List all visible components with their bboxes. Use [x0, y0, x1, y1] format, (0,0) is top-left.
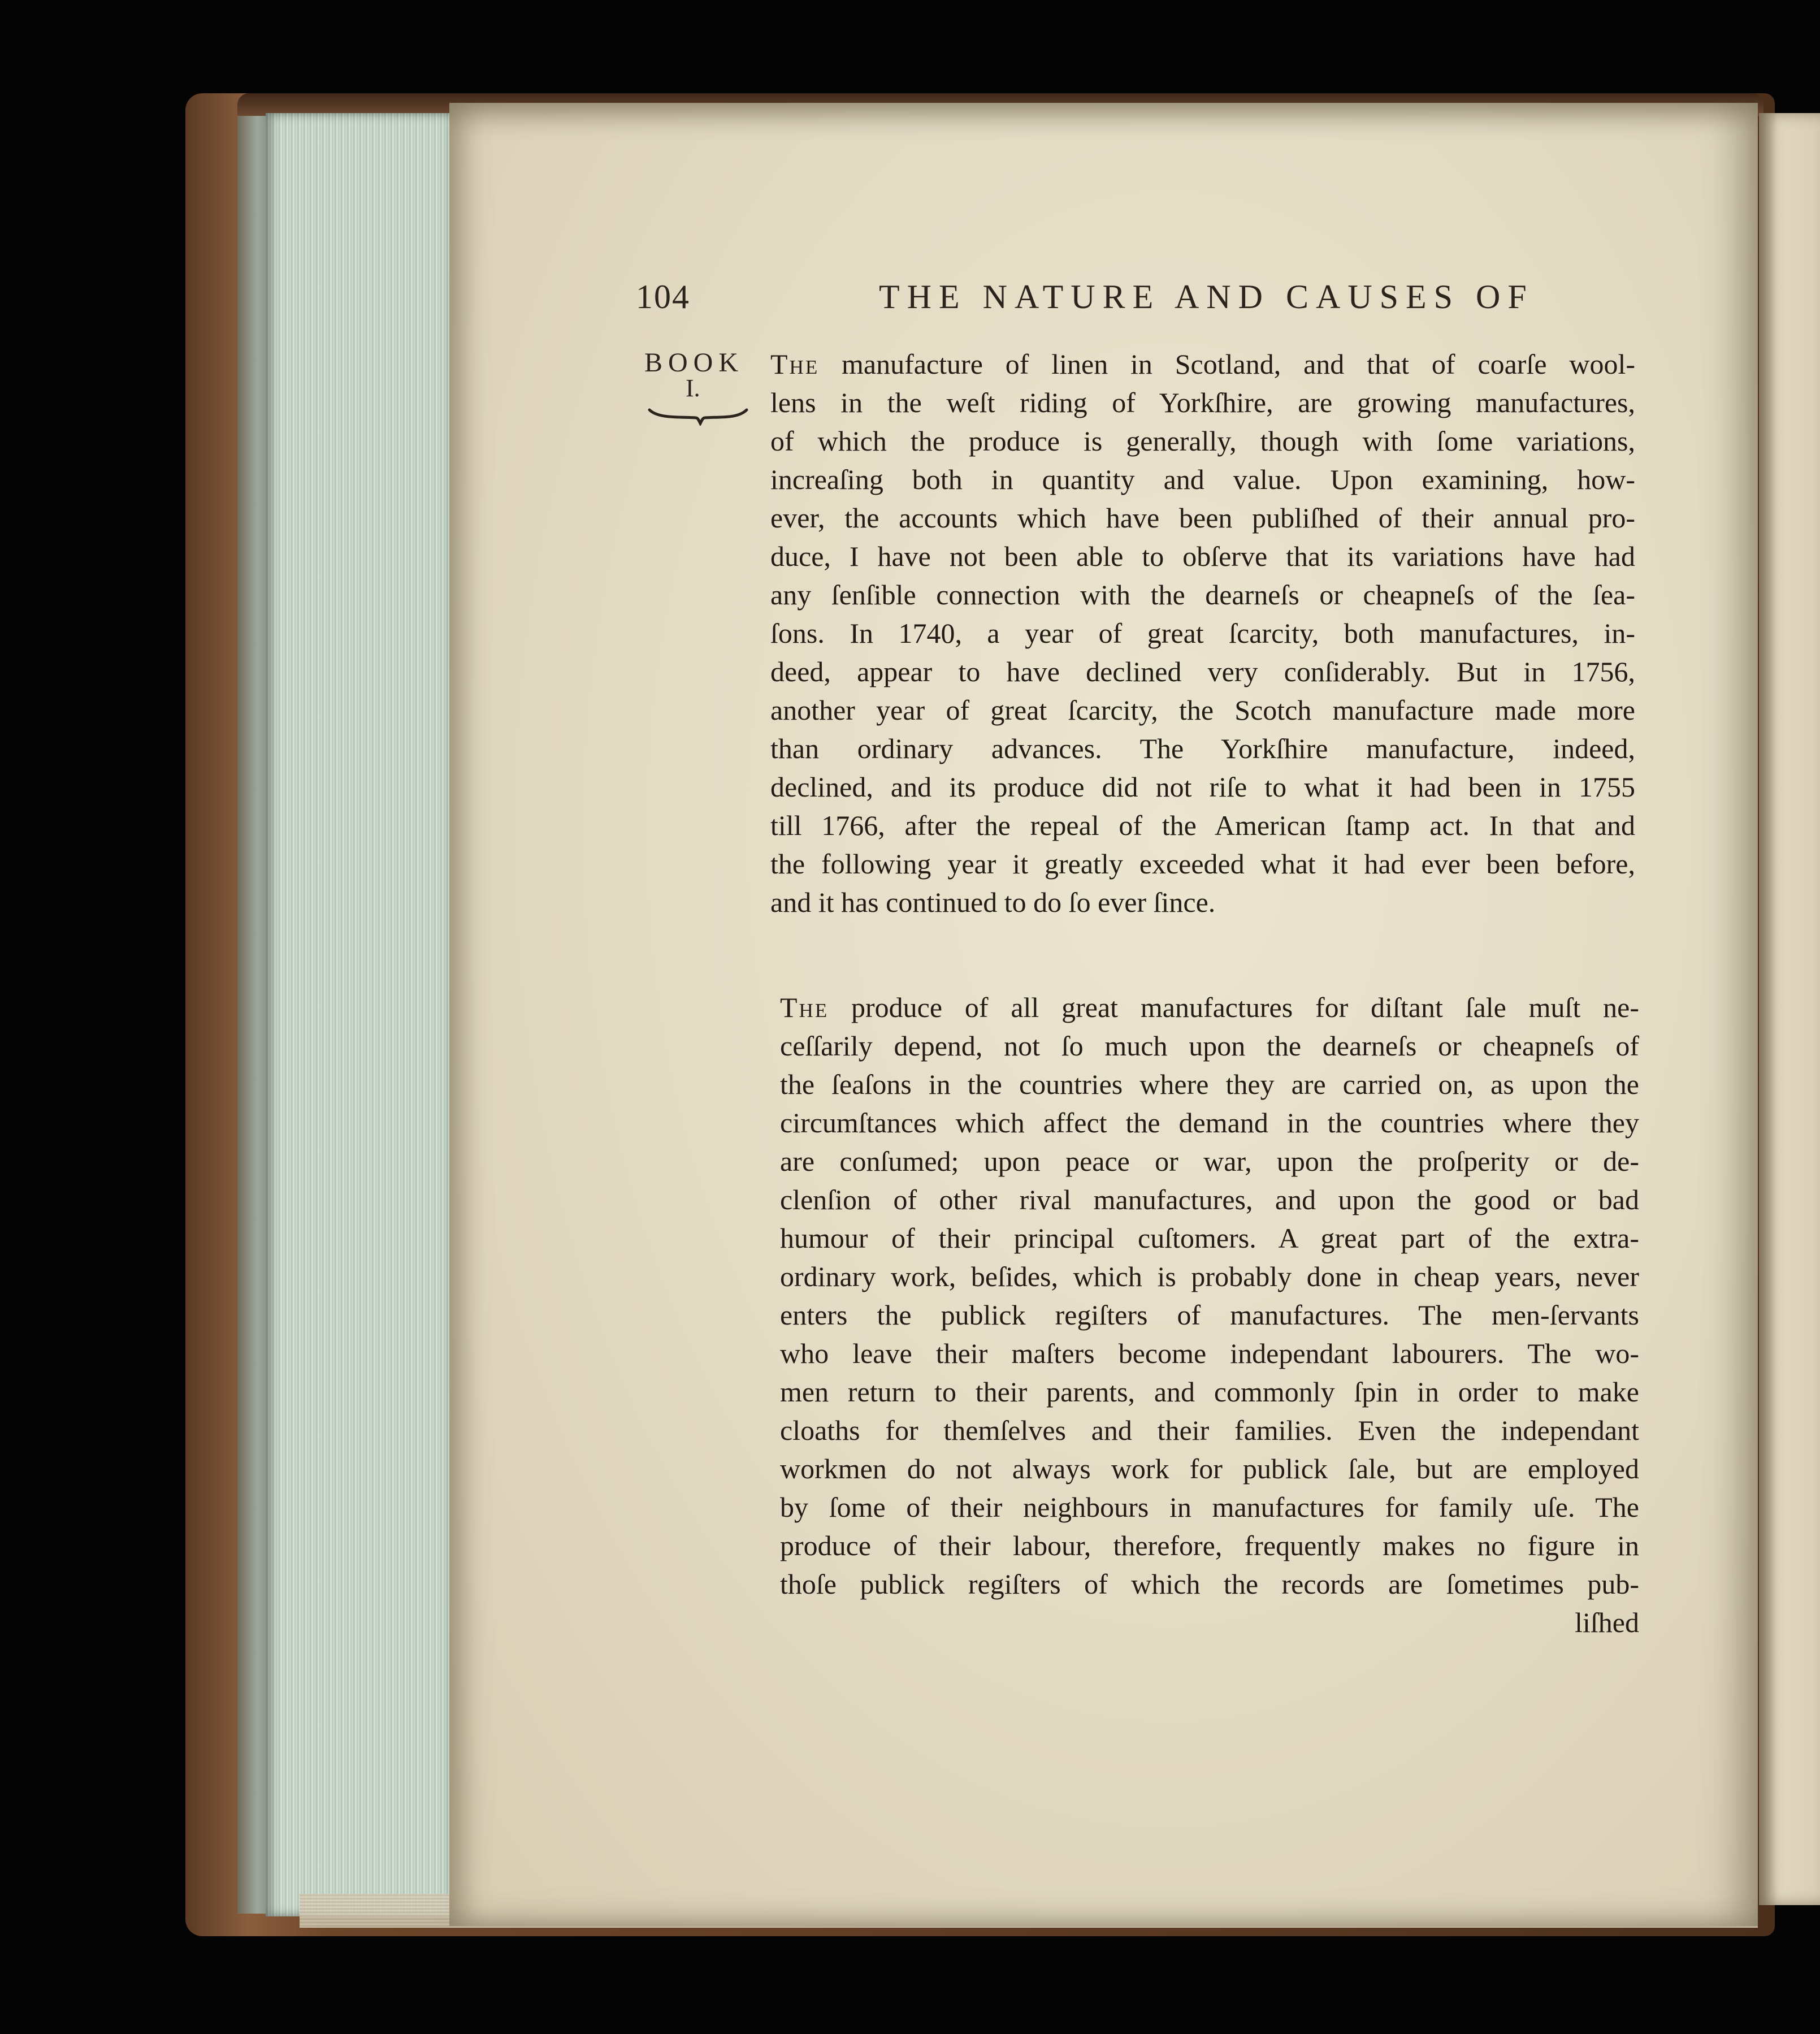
- running-header-title: THE NATURE AND CAUSES OF: [879, 278, 1534, 315]
- text-line: workmen do not always work for publick ſale, but are employed: [780, 1453, 1639, 1485]
- text-line: enters the publick regiſters of manufactures. The men-ſervants: [780, 1299, 1639, 1331]
- text-line: lens in the weſt riding of Yorkſhire, are growing manufactures,: [770, 387, 1635, 418]
- text-line: the ſeaſons in the countries where they are carried on, as upon the: [780, 1068, 1639, 1100]
- text-line: than ordinary advances. The Yorkſhire manufacture, indeed,: [770, 733, 1635, 764]
- text-line: ſons. In 1740, a year of great ſcarcity, both manufactures, in-: [770, 617, 1635, 649]
- page-number: 104: [636, 278, 690, 315]
- page-stack-edges: [266, 113, 458, 1916]
- text-line: cloaths for themſelves and their families. Even the independant: [780, 1414, 1639, 1446]
- text-line: the following year it greatly exceeded what it had ever been before,: [770, 848, 1635, 880]
- text-line: who leave their maſters become independant labourers. The wo-: [780, 1338, 1639, 1369]
- text-line: humour of their principal cuſtomers. A great part of the extra-: [780, 1222, 1639, 1254]
- text-line: The produce of all great manufactures for diſtant ſale muſt ne-: [780, 992, 1639, 1023]
- text-line: deed, appear to have declined very conſiderably. But in 1756,: [770, 656, 1635, 687]
- text-line: of which the produce is generally, though with ſome variations,: [770, 425, 1635, 457]
- text-line: any ſenſible connection with the dearneſs or cheapneſs of the ſea-: [770, 579, 1635, 611]
- text-line: and it has continued to do ſo ever ſince.: [770, 886, 1216, 918]
- text-line: duce, I have not been able to obſerve that its variations have had: [770, 540, 1635, 572]
- facing-page-edge: [1759, 113, 1820, 1905]
- text-line: are conſumed; upon peace or war, upon the proſperity or de-: [780, 1145, 1639, 1177]
- paragraph-2: [780, 988, 1639, 1642]
- text-line: men return to their parents, and commonly ſpin in order to make: [780, 1376, 1639, 1408]
- paragraph-1: [770, 345, 1635, 921]
- text-line: The manufacture of linen in Scotland, and that of coarſe wool-: [770, 348, 1635, 380]
- text-line: ceſſarily depend, not ſo much upon the dearneſs or cheapneſs of: [780, 1030, 1639, 1062]
- book-label: BOOK: [644, 348, 744, 378]
- text-line: by ſome of their neighbours in manufactures for family uſe. The: [780, 1491, 1639, 1523]
- text-line: declined, and its produce did not riſe to what it had been in 1755: [770, 771, 1635, 803]
- text-line: clenſion of other rival manufactures, and upon the good or bad: [780, 1184, 1639, 1215]
- text-line: circumſtances which affect the demand in the countries where they: [780, 1107, 1639, 1139]
- text-line: increaſing both in quantity and value. Upon examining, how-: [770, 464, 1635, 495]
- text-line: another year of great ſcarcity, the Scotch manufacture made more: [770, 694, 1635, 726]
- text-line: thoſe publick regiſters of which the records are ſometimes pub-: [780, 1568, 1639, 1600]
- text-line: ordinary work, beſides, which is probably done in cheap years, never: [780, 1261, 1639, 1292]
- text-line: liſhed: [1575, 1607, 1639, 1638]
- text-line: ever, the accounts which have been publiſhed of their annual pro-: [770, 502, 1635, 534]
- brace-ornament: [647, 404, 749, 426]
- text-line: till 1766, after the repeal of the American ſtamp act. In that and: [770, 810, 1635, 841]
- text-line: produce of their labour, therefore, frequently makes no figure in: [780, 1530, 1639, 1561]
- book-number: I.: [686, 374, 700, 402]
